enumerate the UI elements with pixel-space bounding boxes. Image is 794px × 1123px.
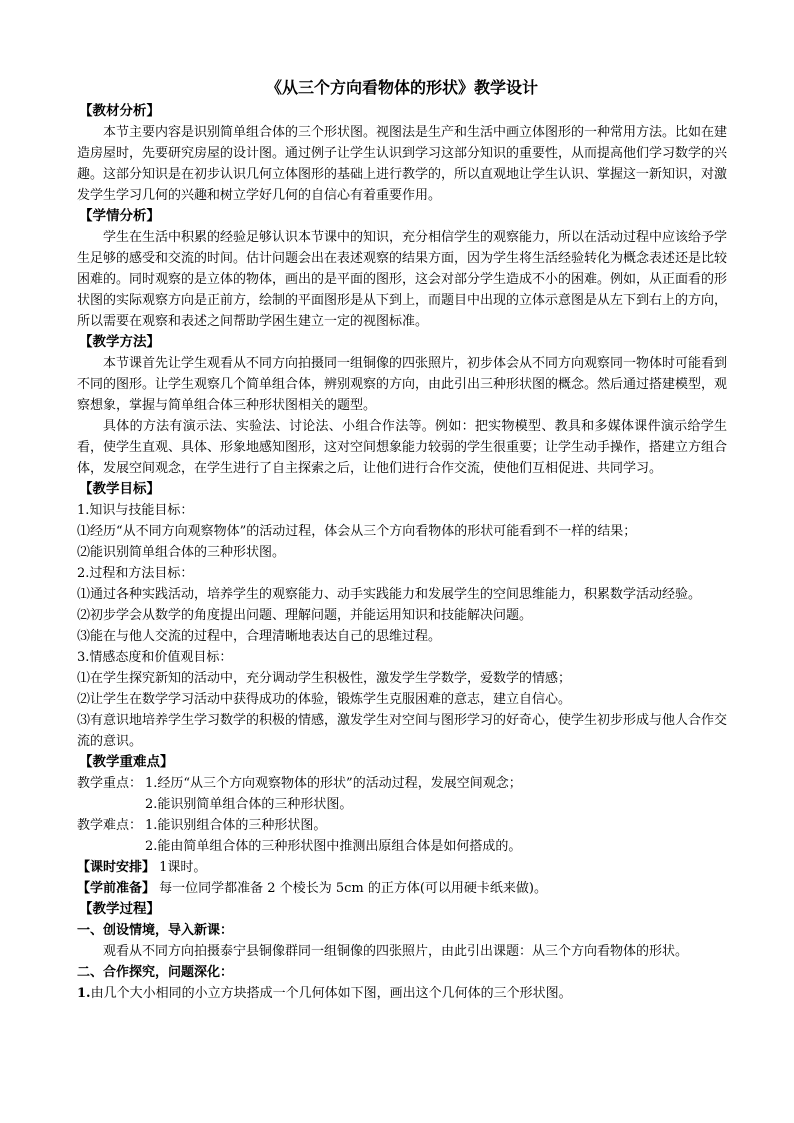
preparation-text: 每一位同学都准备 2 个棱长为 5cm 的正方体(可以用硬卡纸来做)。 [159, 881, 547, 896]
difficult-point-row [77, 815, 727, 836]
goal-item: ⑴通过各种实践活动，培养学生的观察能力、动手实践能力和发展学生的空间思维能力，积累数学活动经验。 [77, 587, 702, 602]
question-number: 1. [77, 986, 91, 1001]
section-heading-teaching-goals: 【教学目标】 [79, 481, 160, 497]
section-heading-preparation: 【学前准备】 [77, 881, 156, 896]
document-page [77, 77, 727, 1004]
goal-item: ⑶有意识地培养学生学习数学的积极的情感，激发学生对空间与图形学习的好奇心，使学生初步形成与他人合作交流的意识。 [77, 713, 728, 749]
difficult-point-item: 1.能识别组合体的三种形状图。 [145, 818, 327, 833]
process-step-2-heading: 二、合作探究，问题深化： [77, 965, 234, 980]
goal-item: ⑴经历“从不同方向观察物体”的活动过程，体会从三个方向看物体的形状可能看到不一样的结果； [77, 524, 637, 539]
section-heading-textbook-analysis: 【教材分析】 [79, 103, 160, 119]
section-heading-teaching-method: 【教学方法】 [79, 334, 160, 350]
class-hour-row [77, 857, 727, 878]
section-heading-key-difficult: 【教学重难点】 [79, 754, 174, 770]
document-title: 《从三个方向看物体的形状》教学设计 [265, 78, 538, 97]
student-analysis-paragraph: 学生在生活中积累的经验足够认识本节课中的知识，充分相信学生的观察能力，所以在活动过程中应该给予学生足够的感受和交流的时间。估计问题会出在表述观察的结果方面，因为学生将生活经验转化为概念表述还是比较困难的。同时观察的是立体的物体，画出的是平面的图形，这会对部分学生造成不小的困难。例如，从正面看的形状图的实际观察方向是正前方，绘制的平面图形是从下到上，而题目中出现的立体示意图是从左下到右上的方向，所以需要在观察和表述之间帮助学困生建立一定的视图标准。 [77, 230, 728, 329]
section-heading-teaching-process: 【教学过程】 [79, 901, 160, 917]
process-step-1-heading: 一、创设情境，导入新课： [77, 923, 234, 938]
teaching-method-paragraph-1: 本节课首先让学生观看从不同方向拍摄同一组铜像的四张照片，初步体会从不同方向观察同一物体时可能看到不同的图形。让学生观察几个简单组合体，辨别观察的方向，由此引出三种形状图的概念。然后通过搭建模型，观察想象，掌握与简单组合体三种形状图相关的题型。 [77, 356, 728, 413]
goal-item: ⑵初步学会从数学的角度提出问题、理解问题，并能运用知识和技能解决问题。 [77, 608, 533, 623]
difficult-point-item: 2.能由简单组合体的三种形状图中推测出原组合体是如何搭成的。 [145, 839, 522, 854]
key-point-item: 2.能识别简单组合体的三种形状图。 [145, 797, 353, 812]
process-step-1-text: 观看从不同方向拍摄泰宁县铜像群同一组铜像的四张照片，由此引出课题：从三个方向看物体的形状。 [103, 944, 689, 959]
goal-heading-knowledge: 1.知识与技能目标： [77, 503, 194, 518]
textbook-analysis-paragraph: 本节主要内容是识别简单组合体的三个形状图。视图法是生产和生活中画立体图形的一种常用方法。比如在建造房屋时，先要研究房屋的设计图。通过例子让学生认识到学习这部分知识的重要性，从而提高他们学习数学的兴趣。这部分知识是在初步认识几何立体图形的基础上进行教学的，所以直观地让学生认识、掌握这一新知识，对激发学生学习几何的兴趣和树立学好几何的自信心有着重要作用。 [77, 125, 728, 203]
teaching-method-paragraph-2: 具体的方法有演示法、实验法、讨论法、小组合作法等。例如：把实物模型、教具和多媒体课件演示给学生看，使学生直观、具体、形象地感知图形，这对空间想象能力较弱的学生很重要；让学生动手操作，搭建立方组合体，发展空间观念，在学生进行了自主探索之后，让他们进行合作交流，使他们互相促进、共同学习。 [77, 419, 728, 476]
key-point-item: 1.经历“从三个方向观察物体的形状”的活动过程，发展空间观念； [145, 776, 522, 791]
section-heading-class-hours: 【课时安排】 [77, 860, 156, 875]
question-text: 由几个大小相同的小立方块搭成一个几何体如下图，画出这个几何体的三个形状图。 [90, 986, 572, 1001]
goal-heading-emotion: 3.情感态度和价值观目标： [77, 650, 233, 665]
class-hours-text: 1课时。 [159, 860, 207, 875]
goal-item: ⑵能识别简单组合体的三种形状图。 [77, 545, 286, 560]
goal-item: ⑵让学生在数学学习活动中获得成功的体验，锻炼学生克服困难的意志，建立自信心。 [77, 692, 572, 707]
goal-item: ⑶能在与他人交流的过程中，合理清晰地表达自己的思维过程。 [77, 629, 442, 644]
key-point-row [77, 773, 727, 794]
goal-item: ⑴在学生探究新知的活动中，充分调动学生积极性，激发学生学数学，爱数学的情感； [77, 671, 572, 686]
key-point-label: 教学重点： [77, 776, 143, 791]
preparation-row [77, 878, 727, 899]
difficult-point-label: 教学难点： [77, 818, 143, 833]
difficult-point-row [77, 836, 727, 857]
section-heading-student-analysis: 【学情分析】 [79, 208, 160, 224]
goal-heading-process: 2.过程和方法目标： [77, 566, 194, 581]
question-1 [77, 983, 727, 1004]
key-point-row [77, 794, 727, 815]
